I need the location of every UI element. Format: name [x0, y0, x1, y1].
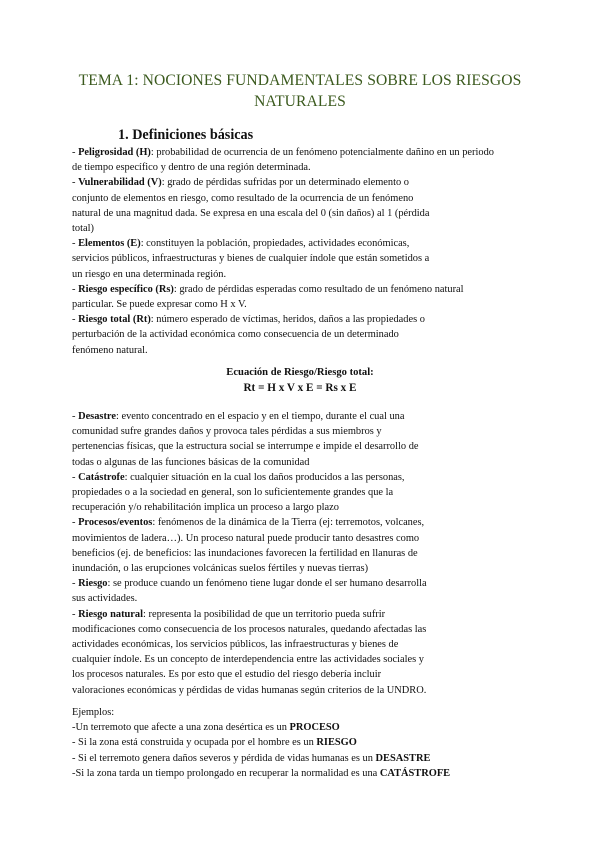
definition-item — [72, 409, 542, 470]
definition-line: - Riesgo: se produce cuando un fenómeno tiene lugar donde el ser humano desarrolla — [72, 578, 427, 590]
definition-text: un riesgo en una determinada región. — [72, 268, 227, 280]
definition-text: : evento concentrado en el espacio y en el tiempo, durante el cual una — [115, 411, 405, 422]
definition-text: conjunto de elementos en riesgo, como resultado de la ocurrencia de un fenómeno — [72, 192, 414, 204]
definition-term: Riesgo específico (Rs) — [78, 283, 174, 295]
definitions-list-2 — [72, 409, 542, 698]
definition-line — [72, 500, 542, 515]
definition-text: natural de una magnitud dada. Se expresa en una escala del 0 (sin daños) al 1 (pérdida — [72, 207, 430, 219]
definition-text: beneficios (ej. de beneficios: las inundaciones favorecen la fertilidad en llanuras de — [72, 547, 418, 559]
definition-text: perturbación de la actividad económica como consecuencia de un determinado — [72, 329, 399, 341]
definition-item — [72, 236, 542, 282]
definition-text: particular. Se puede expresar como H x V. — [72, 299, 247, 311]
definition-item — [72, 175, 542, 236]
definition-line — [72, 546, 542, 561]
definition-line: - Desastre: evento concentrado en el espacio y en el tiempo, durante el cual una — [72, 411, 405, 422]
definition-text: total) — [72, 223, 94, 235]
definition-term: Elementos (E) — [78, 238, 141, 250]
definition-text: : constituyen la población, propiedades, actividades económicas, — [140, 238, 410, 250]
definition-text: servicios públicos, infraestructuras y bienes de cualquier índole que están sometidos a — [72, 253, 430, 265]
examples-heading: Ejemplos: — [72, 707, 115, 718]
definition-text: : probabilidad de ocurrencia de un fenómeno potencialmente dañino en un periodo — [150, 147, 494, 158]
definition-text: : fenómenos de la dinámica de la Tierra (ej: terremotos, volcanes, — [152, 517, 425, 529]
definition-item — [72, 576, 542, 606]
example-keyword: DESASTRE — [375, 752, 431, 764]
definition-line: - Procesos/eventos: fenómenos de la dinámica de la Tierra (ej: terremotos, volcanes, — [72, 517, 425, 529]
example-line — [72, 735, 542, 750]
definition-line — [72, 267, 542, 282]
definition-text: : cualquier situación en la cual los daños producidos a las personas, — [124, 471, 405, 483]
example-line — [72, 720, 542, 735]
definition-item — [72, 145, 542, 175]
definition-text: comunidad sufre grandes daños y provoca tales pérdidas a sus miembros y — [72, 426, 382, 438]
definition-item — [72, 470, 542, 516]
example-keyword: CATÁSTROFE — [379, 767, 451, 779]
definition-line — [72, 622, 542, 637]
definition-term: Procesos/eventos — [78, 517, 153, 529]
definition-text: sus actividades. — [72, 593, 138, 605]
definition-term: Riesgo — [78, 578, 108, 590]
definition-line — [72, 531, 542, 546]
definition-term: Peligrosidad (H) — [78, 147, 151, 158]
definition-text: de tiempo específico y dentro de una región determinada. — [72, 162, 311, 174]
definition-text: recuperación y/o rehabilitación implica un proceso a largo plazo — [72, 502, 339, 514]
definition-text: : grado de pérdidas esperadas como resultado de un fenómeno natural — [173, 283, 464, 295]
definition-line: - Peligrosidad (H): probabilidad de ocurrencia de un fenómeno potencialmente dañino en un periodo — [72, 147, 494, 158]
definition-line: - Elementos (E): constituyen la población, propiedades, actividades económicas, — [72, 238, 410, 250]
definition-line — [72, 327, 542, 342]
definition-text: : grado de pérdidas sufridas por un determinado elemento o — [161, 177, 409, 189]
definition-line: - Riesgo específico (Rs): grado de pérdidas esperadas como resultado de un fenómeno natural — [72, 283, 464, 295]
definition-line: - Vulnerabilidad (V): grado de pérdidas sufridas por un determinado elemento o — [72, 177, 409, 189]
definition-line: - Riesgo natural: representa la posibilidad de que un territorio pueda sufrir — [72, 608, 386, 620]
definition-line — [72, 297, 542, 312]
definition-term: Catástrofe — [78, 471, 125, 483]
example-text: -Un terremoto que afecte a una zona desértica es un — [72, 722, 290, 734]
definition-line — [72, 191, 542, 206]
definition-text: todas o algunas de las funciones básicas de la comunidad — [72, 456, 310, 468]
section-heading: 1. Definiciones básicas — [118, 127, 254, 143]
definition-line — [72, 343, 542, 358]
definition-line — [72, 485, 542, 500]
example-line — [72, 766, 542, 781]
definition-line — [72, 221, 542, 236]
definition-text: : representa la posibilidad de que un territorio pueda sufrir — [143, 608, 386, 620]
equation-formula: Rt = H x V x E = Rs x E — [243, 381, 357, 394]
definition-line — [72, 591, 542, 606]
definition-text: modificaciones como consecuencia de los procesos naturales, quedando afectadas las — [72, 623, 427, 635]
definition-line — [72, 652, 542, 667]
example-keyword: PROCESO — [289, 722, 340, 734]
definition-line — [72, 439, 542, 454]
example-text: -Si la zona tarda un tiempo prolongado en recuperar la normalidad es una — [72, 767, 380, 779]
definition-line: - Catástrofe: cualquier situación en la cual los daños producidos a las personas, — [72, 471, 405, 483]
document-title: TEMA 1: NOCIONES FUNDAMENTALES SOBRE LOS RIESGOS NATURALES — [78, 72, 522, 110]
definition-line — [72, 561, 542, 576]
risk-equation — [60, 366, 540, 395]
examples-list — [72, 720, 542, 781]
definition-line — [72, 683, 542, 698]
definition-text: valoraciones económicas y pérdidas de vidas humanas según criterios de la UNDRO. — [72, 684, 427, 696]
definitions-list-1 — [72, 145, 542, 358]
example-keyword: RIESGO — [316, 737, 357, 749]
definition-line — [72, 251, 542, 266]
definition-term: Desastre — [78, 411, 116, 422]
definition-text: : se produce cuando un fenómeno tiene lugar donde el ser humano desarrolla — [107, 578, 427, 590]
example-text: - Si la zona está construida y ocupada por el hombre es un — [72, 737, 317, 749]
definition-text: : número esperado de víctimas, heridos, daños a las propiedades o — [150, 314, 425, 326]
definition-line — [72, 424, 542, 439]
definition-text: propiedades o a la sociedad en general, son lo suficientemente grandes que la — [72, 487, 394, 499]
definition-line: - Riesgo total (Rt): número esperado de víctimas, heridos, daños a las propiedades o — [72, 314, 425, 326]
definition-text: los procesos naturales. Es por esto que el estudio del riesgo debería incluir — [72, 669, 382, 681]
definition-text: inundación, o las erupciones volcánicas suelos fértiles y nuevas tierras) — [72, 563, 369, 575]
definition-text: movimientos de ladera…). Un proceso natural puede producir tanto desastres como — [72, 532, 420, 544]
definition-line — [72, 667, 542, 682]
definition-item — [72, 515, 542, 576]
example-line — [72, 751, 542, 766]
definition-item — [72, 282, 542, 312]
definition-line — [72, 637, 542, 652]
definition-text: cualquier índole. Es un concepto de interdependencia entre las actividades sociales y — [72, 654, 424, 666]
definition-item — [72, 607, 542, 698]
equation-title: Ecuación de Riesgo/Riesgo total: — [226, 367, 374, 378]
example-text: - Si el terremoto genera daños severos y pérdida de vidas humanas es un — [72, 752, 376, 764]
definition-text: pertenencias físicas, que la estructura social se interrumpe e impide el desarrollo de — [72, 441, 419, 453]
definition-term: Riesgo natural — [78, 608, 144, 620]
definition-line — [72, 206, 542, 221]
definition-term: Riesgo total (Rt) — [78, 314, 151, 326]
definition-line — [72, 455, 542, 470]
definition-item — [72, 312, 542, 358]
definition-term: Vulnerabilidad (V) — [78, 177, 162, 189]
definition-text: fenómeno natural. — [72, 344, 148, 356]
definition-text: actividades económicas, los servicios públicos, las infraestructuras y bienes de — [72, 639, 399, 651]
examples-section — [72, 705, 542, 781]
definition-line — [72, 160, 542, 175]
